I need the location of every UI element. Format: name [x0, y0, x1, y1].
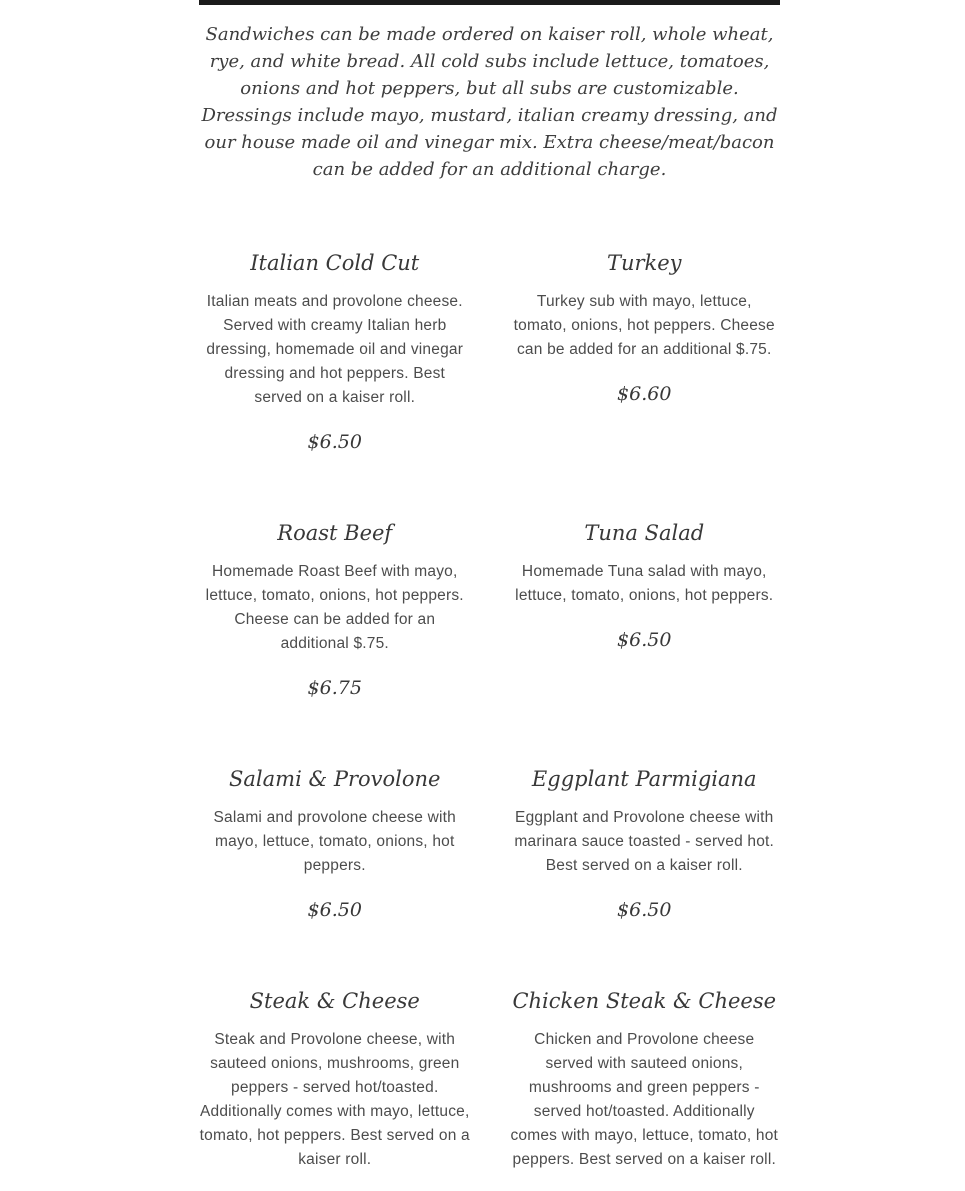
- menu-item-name: Tuna Salad: [584, 521, 705, 545]
- menu-item-italian-cold-cut: [199, 249, 471, 455]
- menu-item-roast-beef: [199, 519, 471, 701]
- menu-item-name: Eggplant Parmigiana: [531, 767, 757, 791]
- menu-item-price: $6.60: [617, 383, 672, 405]
- menu-item-name: Chicken Steak & Cheese: [512, 989, 777, 1013]
- menu-item-name: Roast Beef: [277, 521, 393, 545]
- menu-item-description: Chicken and Provolone cheese served with sauteed onions, mushrooms and green peppers - served hot/toasted. Additionally comes with mayo, lettuce, tomato, hot peppers. Best served on a kaiser roll.: [510, 1031, 779, 1168]
- menu-item-description: Eggplant and Provolone cheese with marinara sauce toasted - served hot. Best served on a kaiser roll.: [514, 809, 775, 874]
- menu-item-price: $6.50: [307, 899, 362, 921]
- menu-item-description: Homemade Tuna salad with mayo, lettuce, tomato, onions, hot peppers.: [515, 563, 774, 604]
- menu-item-description: Italian meats and provolone cheese. Served with creamy Italian herb dressing, homemade oil and vinegar dressing and hot peppers. Best served on a kaiser roll.: [206, 293, 464, 406]
- menu-item-price: $6.50: [617, 899, 672, 921]
- menu-item-eggplant-parmigiana: [509, 765, 781, 923]
- menu-item-description: Homemade Roast Beef with mayo, lettuce, tomato, onions, hot peppers. Cheese can be added for an additional $.75.: [205, 563, 464, 652]
- menu-grid: [199, 249, 780, 1191]
- menu-item-description: Steak and Provolone cheese, with sauteed onions, mushrooms, green peppers - served hot/toasted. Additionally comes with mayo, lettuce, tomato, hot peppers. Best served on a kaiser roll.: [199, 1031, 470, 1168]
- menu-item-name: Steak & Cheese: [249, 989, 420, 1013]
- menu-item-name: Salami & Provolone: [229, 767, 441, 791]
- menu-item-price: $6.75: [307, 677, 362, 699]
- top-divider-bar: [199, 0, 780, 5]
- menu-item-turkey: [509, 249, 781, 455]
- menu-item-chicken-steak-cheese: [509, 987, 781, 1191]
- menu-item-price: $6.50: [617, 629, 672, 651]
- menu-item-name: Turkey: [606, 251, 682, 275]
- menu-item-description: Turkey sub with mayo, lettuce, tomato, onions, hot peppers. Cheese can be added for an additional $.75.: [513, 293, 775, 358]
- menu-item-name: Italian Cold Cut: [250, 251, 420, 275]
- menu-item-tuna-salad: [509, 519, 781, 701]
- menu-item-price: $6.50: [307, 431, 362, 453]
- menu-item-description: Salami and provolone cheese with mayo, lettuce, tomato, onions, hot peppers.: [213, 809, 456, 874]
- menu-intro-text: Sandwiches can be made ordered on kaiser roll, whole wheat, rye, and white bread. All cold subs include lettuce, tomatoes, onions and hot peppers, but all subs are customizable. Dressings include mayo, mustard, italian creamy dressing, and our house made oil and vinegar mix. Extra cheese/meat/bacon can be added for an additional charge.: [201, 24, 778, 180]
- menu-item-steak-cheese: [199, 987, 471, 1191]
- menu-item-salami-provolone: [199, 765, 471, 923]
- menu-section: [199, 21, 780, 1191]
